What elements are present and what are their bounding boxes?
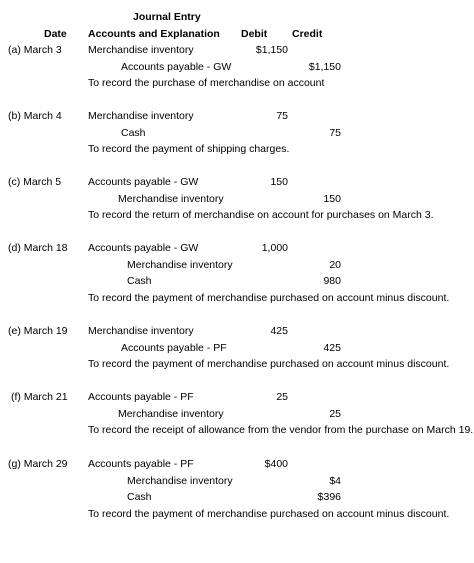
entry-account-debit: Merchandise inventory bbox=[88, 325, 194, 337]
entry-credit-amount: 425 bbox=[323, 342, 341, 354]
entry-account-debit: Accounts payable - GW bbox=[88, 242, 199, 254]
entry-account-credit: Accounts payable - GW bbox=[121, 61, 232, 73]
entry-account-debit: Accounts payable - PF bbox=[88, 391, 194, 403]
entry-account-credit: Cash bbox=[127, 275, 152, 287]
entry-credit-amount: 75 bbox=[329, 127, 341, 139]
entry-memo: To record the payment of shipping charges. bbox=[88, 143, 290, 155]
entry-date: (a) March 3 bbox=[8, 44, 62, 56]
entry-debit-amount: 25 bbox=[276, 391, 288, 403]
entry-memo: To record the payment of merchandise purchased on account minus discount. bbox=[88, 292, 450, 304]
entry-account-credit: Merchandise inventory bbox=[118, 193, 224, 205]
entry-memo: To record the purchase of merchandise on account bbox=[88, 77, 325, 89]
column-header-debit: Debit bbox=[241, 28, 268, 40]
entry-account-credit: Cash bbox=[121, 127, 146, 139]
column-header-accounts: Accounts and Explanation bbox=[88, 28, 220, 40]
entry-credit-amount: 150 bbox=[323, 193, 341, 205]
entry-account-credit: Merchandise inventory bbox=[118, 408, 224, 420]
entry-memo: To record the return of merchandise on account for purchases on March 3. bbox=[88, 209, 434, 221]
entry-credit-amount: $4 bbox=[329, 475, 341, 487]
entry-credit-amount: 25 bbox=[329, 408, 341, 420]
entry-account-debit: Accounts payable - PF bbox=[88, 458, 194, 470]
entry-credit-amount: 20 bbox=[329, 259, 341, 271]
entry-date: (d) March 18 bbox=[8, 242, 68, 254]
entry-date: (c) March 5 bbox=[8, 176, 62, 188]
entry-memo: To record the payment of merchandise purchased on account minus discount. bbox=[88, 358, 450, 370]
entry-debit-amount: $400 bbox=[264, 458, 288, 470]
entry-debit-amount: 425 bbox=[270, 325, 288, 337]
entry-account-credit: Merchandise inventory bbox=[127, 259, 233, 271]
entry-memo: To record the receipt of allowance from the vendor from the purchase on March 19. bbox=[88, 424, 474, 436]
entry-debit-amount: 75 bbox=[276, 110, 288, 122]
entry-debit-amount: $1,150 bbox=[255, 44, 288, 56]
entry-account-credit: Merchandise inventory bbox=[127, 475, 233, 487]
entry-credit-amount: 980 bbox=[323, 275, 341, 287]
entry-date: (e) March 19 bbox=[8, 325, 68, 337]
entry-credit-amount: $1,150 bbox=[308, 61, 341, 73]
entry-date: (f) March 21 bbox=[11, 391, 68, 403]
entry-account-credit: Cash bbox=[127, 491, 152, 503]
column-header-credit: Credit bbox=[292, 28, 323, 40]
entry-account-debit: Accounts payable - GW bbox=[88, 176, 199, 188]
entry-debit-amount: 150 bbox=[270, 176, 288, 188]
entry-account-debit: Merchandise inventory bbox=[88, 110, 194, 122]
entry-date: (b) March 4 bbox=[8, 110, 62, 122]
entry-credit-amount: $396 bbox=[317, 491, 341, 503]
entry-debit-amount: 1,000 bbox=[261, 242, 288, 254]
column-header-date: Date bbox=[44, 28, 67, 40]
entry-memo: To record the payment of merchandise purchased on account minus discount. bbox=[88, 508, 450, 520]
entry-date: (g) March 29 bbox=[8, 458, 68, 470]
journal-title: Journal Entry bbox=[133, 11, 201, 23]
entry-account-debit: Merchandise inventory bbox=[88, 44, 194, 56]
entry-account-credit: Accounts payable - PF bbox=[121, 342, 227, 354]
